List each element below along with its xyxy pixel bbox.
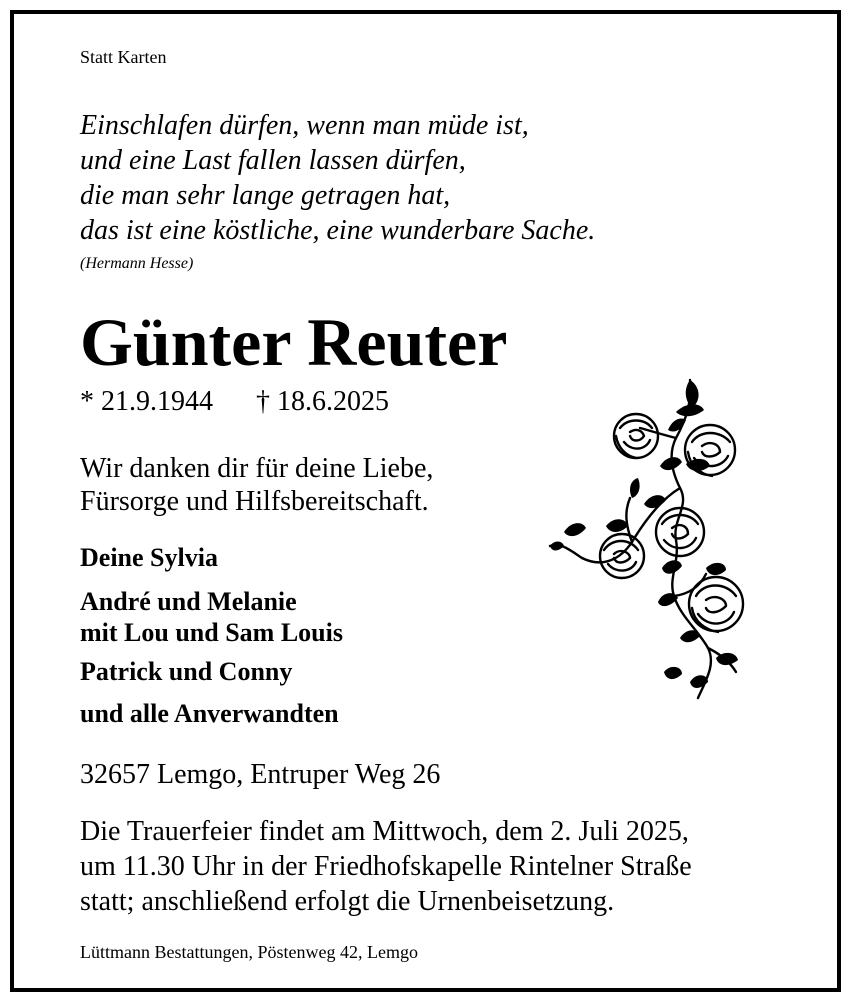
- birth-date: * 21.9.1944: [80, 386, 213, 417]
- poem-line-4: das ist eine köstliche, eine wunderbare Sache.: [80, 215, 596, 246]
- address: 32657 Lemgo, Entruper Weg 26: [80, 759, 441, 790]
- mourner-line-2: André und Melanie: [80, 587, 297, 616]
- mourner-line-3: mit Lou und Sam Louis: [80, 618, 343, 647]
- poem-attribution: (Hermann Hesse): [80, 255, 194, 272]
- rose-branch-icon: [540, 372, 765, 704]
- thanks-line-2: Fürsorge und Hilfsbereitschaft.: [80, 486, 429, 517]
- death-date: † 18.6.2025: [256, 386, 389, 417]
- service-line-3: statt; anschließend erfolgt die Urnenbeisetzung.: [80, 886, 615, 917]
- mourner-line-4: Patrick und Conny: [80, 657, 293, 686]
- thanks-line-1: Wir danken dir für deine Liebe,: [80, 453, 434, 484]
- service-line-2: um 11.30 Uhr in der Friedhofskapelle Rintelner Straße: [80, 851, 692, 882]
- poem-line-2: und eine Last fallen lassen dürfen,: [80, 145, 466, 176]
- poem-line-3: die man sehr lange getragen hat,: [80, 180, 451, 211]
- mourner-line-5: und alle Anverwandten: [80, 699, 339, 728]
- deceased-name: Günter Reuter: [80, 304, 508, 380]
- funeral-home: Lüttmann Bestattungen, Pöstenweg 42, Lemgo: [80, 942, 418, 962]
- service-line-1: Die Trauerfeier findet am Mittwoch, dem 2. Juli 2025,: [80, 816, 689, 847]
- mourner-line-1: Deine Sylvia: [80, 543, 218, 572]
- poem-line-1: Einschlafen dürfen, wenn man müde ist,: [80, 110, 529, 141]
- statt-karten-label: Statt Karten: [80, 47, 167, 67]
